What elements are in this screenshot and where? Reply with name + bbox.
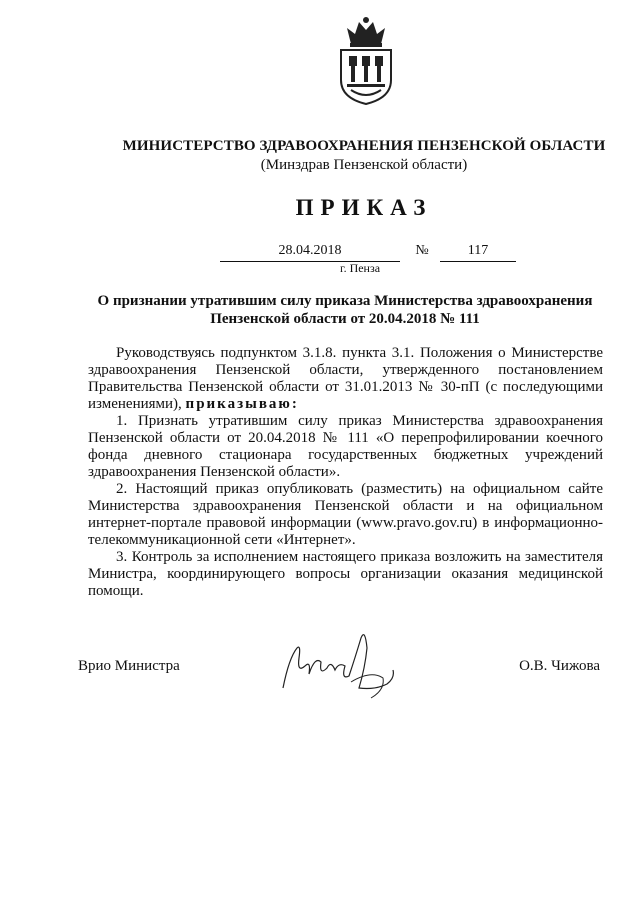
subject-line-2: Пензенской области от 20.04.2018 № 111 [210, 311, 480, 327]
order-date: 28.04.2018 [220, 243, 400, 262]
organization-short-name: (Минздрав Пензенской области) [260, 157, 468, 173]
organization-name: МИНИСТЕРСТВО ЗДРАВООХРАНЕНИЯ ПЕНЗЕНСКОЙ ОБЛАСТИ [122, 138, 606, 154]
preamble-text: Руководствуясь подпунктом 3.1.8. пункта 3.1. Положения о Министерстве здравоохранения Пензенской области, утвержденного постановлением Правительства Пензенской области от 31.01.2013 № 30-пП (с последующими изменениями), [88, 345, 603, 412]
number-sign: № [415, 243, 429, 258]
document-title: ПРИКАЗ [295, 195, 433, 220]
order-word: приказываю: [185, 396, 299, 412]
subject-line-1: О признании утратившим силу приказа Министерства здравоохранения [97, 293, 593, 309]
order-body [88, 345, 603, 600]
coat-of-arms-icon [335, 14, 397, 106]
order-number: 117 [440, 243, 516, 262]
signatory-name: О.В. Чижова [519, 658, 600, 674]
order-subject [90, 292, 600, 328]
city: г. Пенза [340, 261, 381, 275]
item-3: 3. Контроль за исполнением настоящего приказа возложить на заместителя Министра, координирующего вопросы организации оказания медицинской помощи. [88, 549, 603, 599]
item-1: 1. Признать утратившим силу приказ Министерства здравоохранения Пензенской области от 20.04.2018 № 111 «О перепрофилировании коечного фонда дневного стационара государственных бюджетных учреждений здравоохранения Пензенской области». [88, 413, 603, 480]
handwritten-signature [275, 618, 405, 708]
signatory-position: Врио Министра [78, 658, 180, 674]
preamble-paragraph [88, 345, 603, 413]
item-2: 2. Настоящий приказ опубликовать (разместить) на официальном сайте Министерства здравоохранения Пензенской области и на официальном интернет-портале правовой информации (www.pravo.gov.ru) в информационно-телекоммуникационной сети «Интернет». [88, 481, 603, 548]
